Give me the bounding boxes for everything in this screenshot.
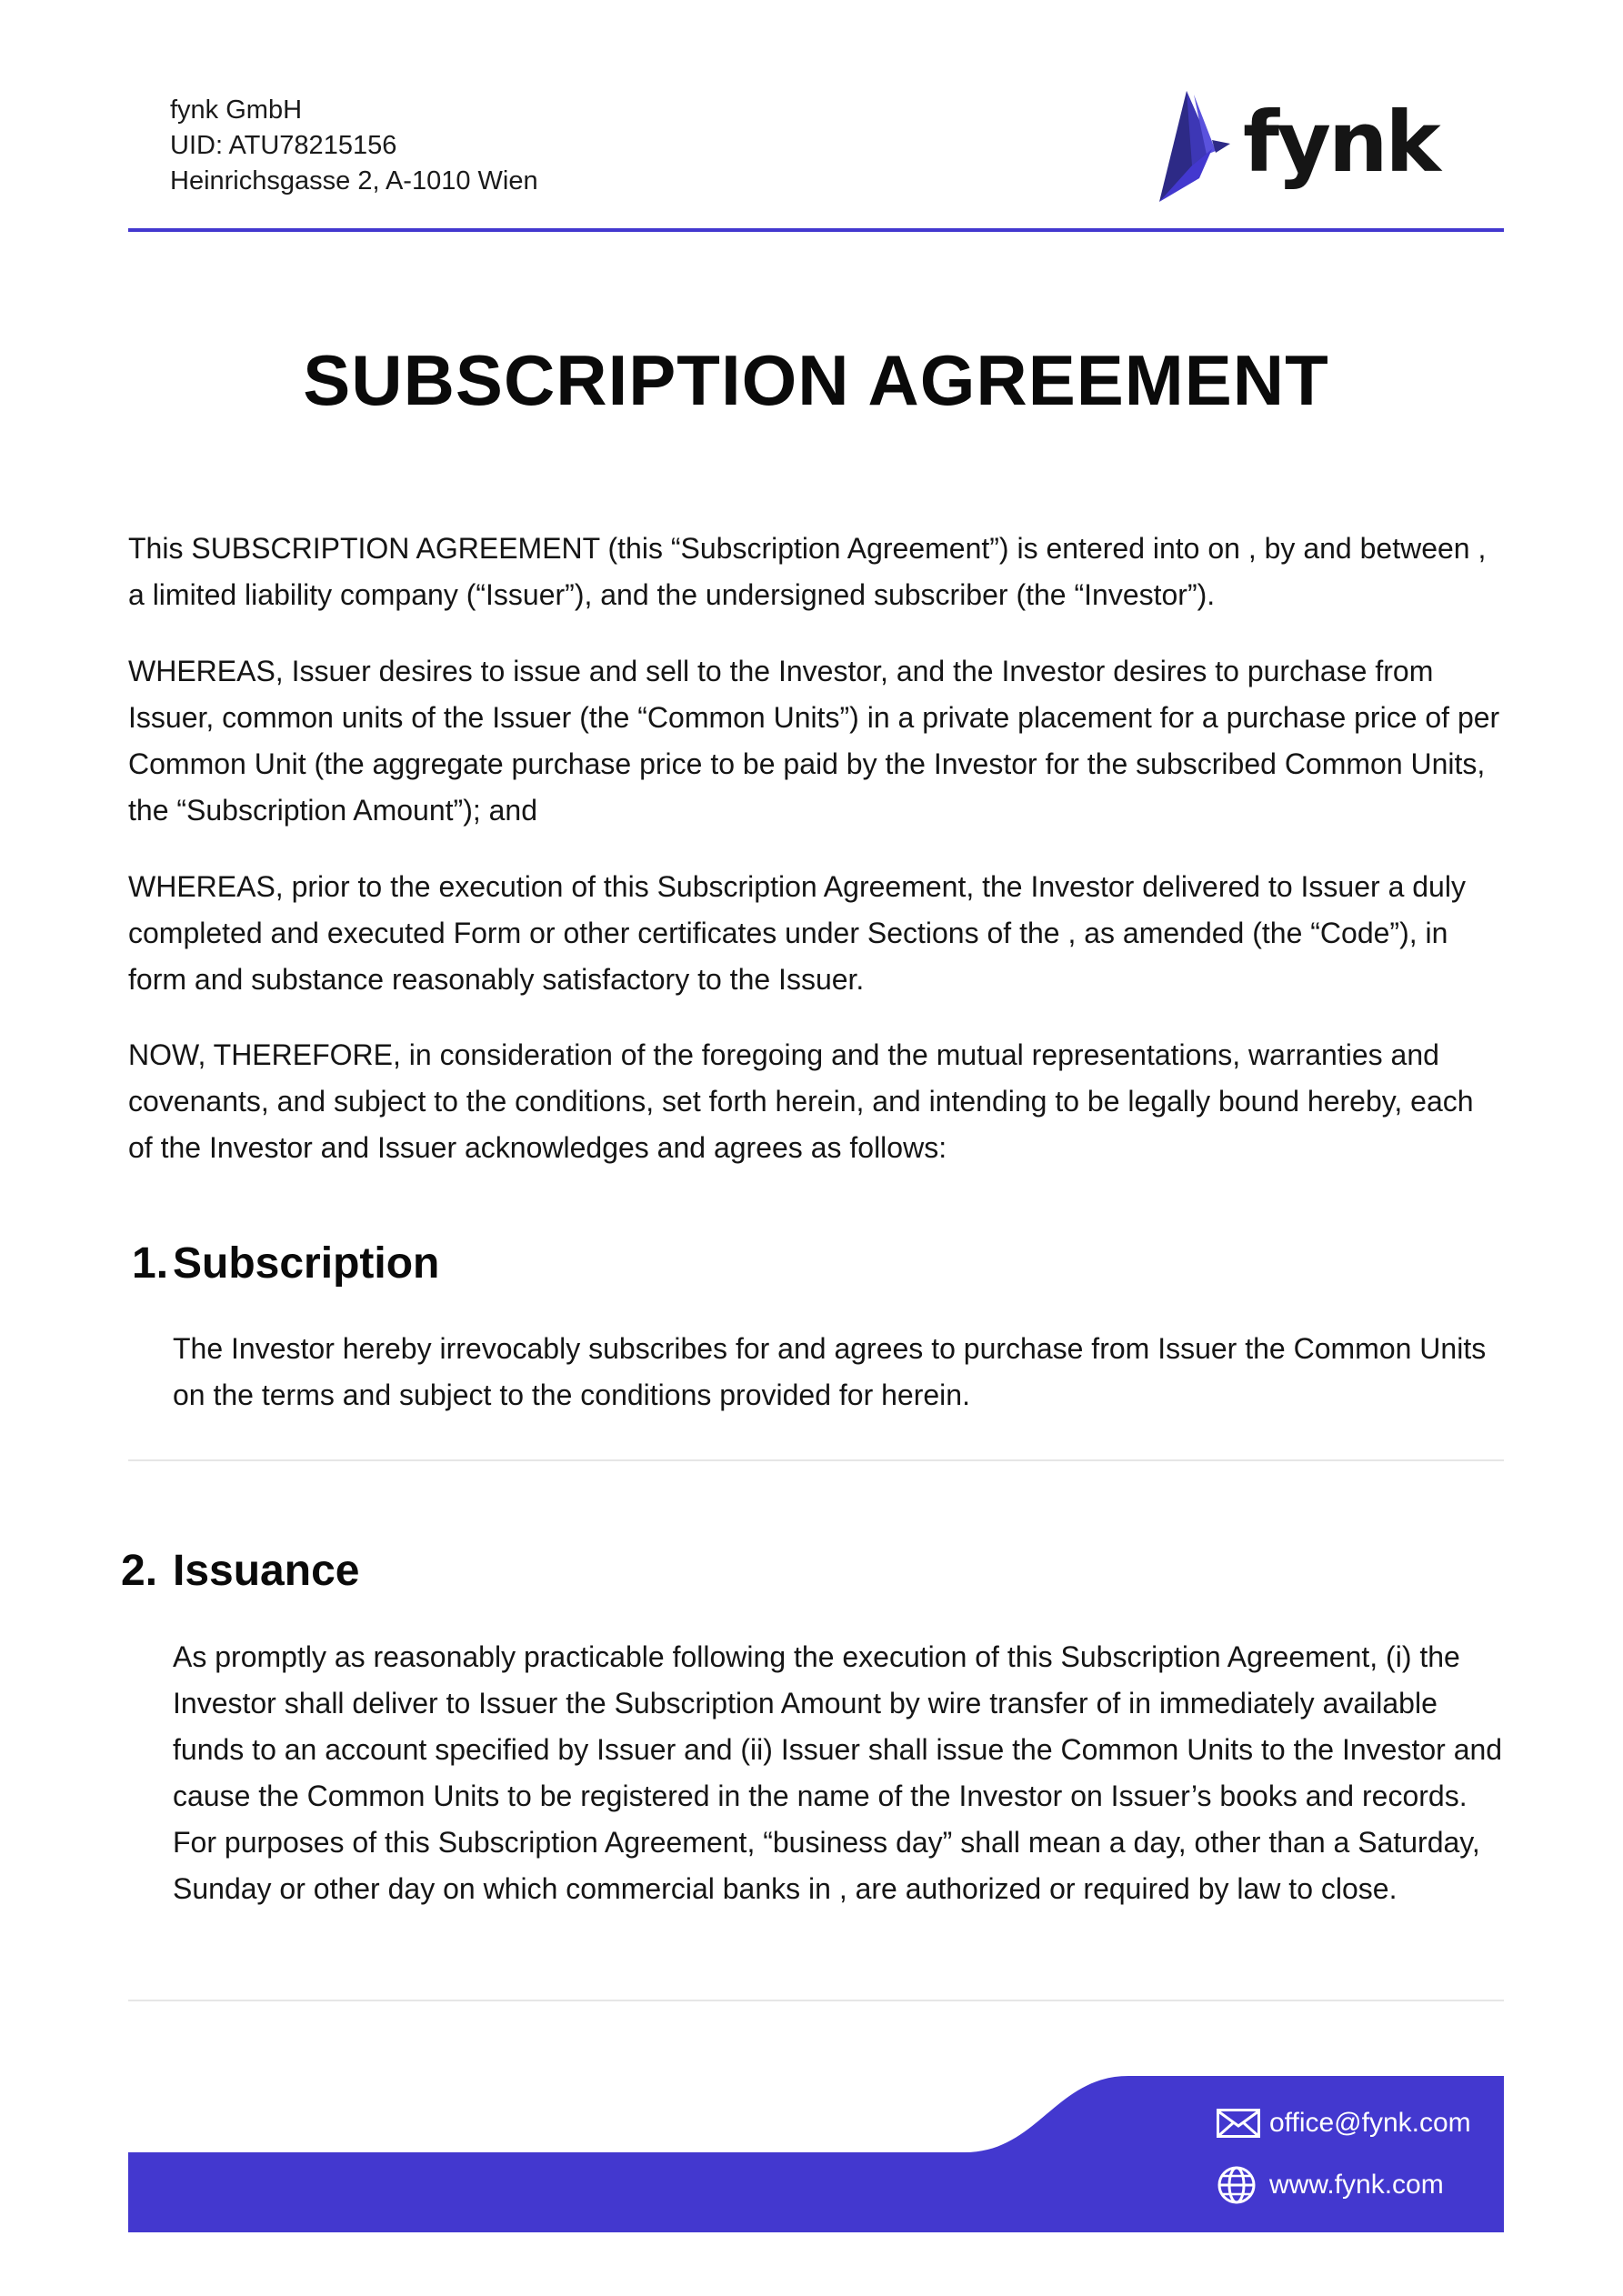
whereas-paragraph-1: WHEREAS, Issuer desires to issue and sell to the Investor, and the Investor desires to purchase from Issuer, common units of the Issuer (the “Common Units”) in a private placement for a purchase price of per Common Unit (the aggregate purchase price to be paid by the Investor for the subscribed Common Units, the “Subscription Amount”); and (128, 655, 1500, 827)
company-address: Heinrichsgasse 2, A-1010 Wien (170, 166, 538, 196)
footer-email[interactable] (1217, 2105, 1471, 2141)
envelope-icon (1217, 2105, 1260, 2141)
company-info (170, 93, 538, 199)
section-number: 1. (132, 1239, 169, 1288)
footer-website[interactable] (1217, 2167, 1444, 2203)
document-title: SUBSCRIPTION AGREEMENT (303, 340, 1329, 420)
section-divider (128, 1459, 1504, 1461)
logo-wordmark: fynk (1243, 94, 1438, 191)
company-uid: UID: ATU78215156 (170, 131, 397, 160)
header-divider (128, 228, 1504, 232)
section-title: Subscription (173, 1239, 440, 1288)
footer-website-text: www.fynk.com (1269, 2170, 1444, 2200)
footer-banner (128, 2076, 1504, 2232)
whereas-paragraph-2: WHEREAS, prior to the execution of this Subscription Agreement, the Investor delivered to Issuer a duly completed and executed Form or other certificates under Sections of the , as amended (the “Code”), in form and substance reasonably satisfactory to the Issuer. (128, 870, 1466, 996)
section-body: The Investor hereby irrevocably subscribes for and agrees to purchase from Issuer the Common Units on the terms and subject to the conditions provided for herein. (173, 1332, 1487, 1411)
section-divider (128, 2000, 1504, 2001)
company-name: fynk GmbH (170, 95, 303, 125)
section-number: 2. (121, 1547, 158, 1595)
bird-logo-icon (1159, 91, 1473, 205)
now-therefore-paragraph: NOW, THEREFORE, in consideration of the foregoing and the mutual representations, warranties and covenants, and subject to the conditions, set forth herein, and intending to be legally bound hereby, each of the Investor and Issuer acknowledges and agrees as follows: (128, 1038, 1474, 1164)
footer-email-text: office@fynk.com (1269, 2108, 1471, 2138)
fynk-logo (1159, 91, 1473, 205)
section-body: As promptly as reasonably practicable following the execution of this Subscription Agreement, (i) the Investor shall deliver to Issuer the Subscription Amount by wire transfer of in immediately available funds to an account specified by Issuer and (ii) Issuer shall issue the Common Units to the Investor and cause the Common Units to be registered in the name of the Investor on Issuer’s books and records. For purposes of this Subscription Agreement, “business day” shall mean a day, other than a Saturday, Sunday or other day on which commercial banks in , are authorized or required by law to close. (173, 1640, 1503, 1905)
intro-paragraph: This SUBSCRIPTION AGREEMENT (this “Subscription Agreement”) is entered into on , by and between , a limited liability company (“Issuer”), and the undersigned subscriber (the “Investor”). (128, 532, 1487, 611)
section-title: Issuance (173, 1547, 360, 1595)
globe-icon (1217, 2167, 1260, 2203)
footer-background (128, 2076, 1504, 2232)
